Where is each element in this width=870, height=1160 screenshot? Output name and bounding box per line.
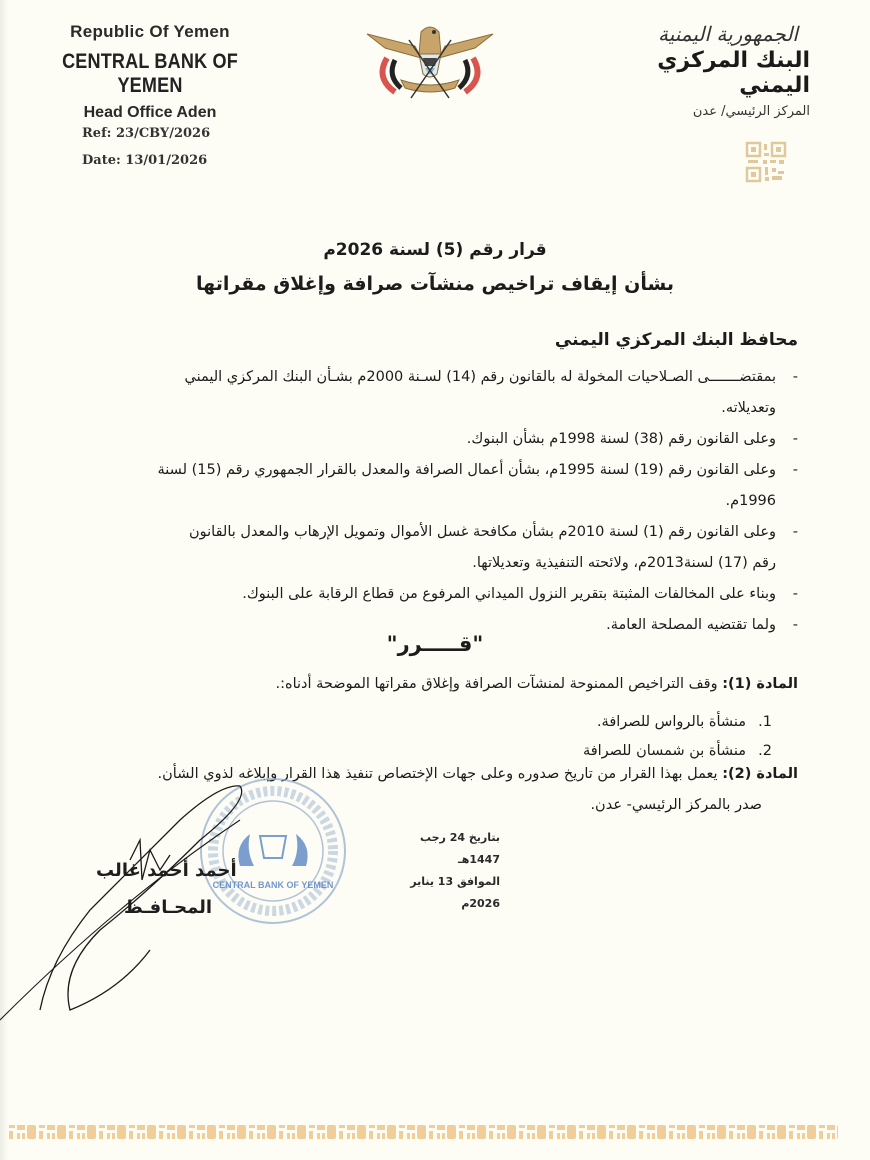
issued-at: صدر بالمركز الرئيسي- عدن. bbox=[590, 797, 762, 813]
list-item: 2.منشأة بن شمسان للصرافة bbox=[582, 743, 772, 759]
signatory-name: أحمد أحمد غالب bbox=[96, 860, 237, 881]
clause-item: - وبناء على المخالفات المثبتة بتقرير النزول الميداني المرفوع من قطاع الرقابة على البنوك. bbox=[78, 579, 798, 610]
bank-name-ar: البنك المركزي اليمني bbox=[657, 48, 810, 98]
article-2-label: المادة (2): bbox=[722, 766, 798, 782]
preamble-clauses bbox=[78, 362, 798, 641]
article-2-text: يعمل بهذا القرار من تاريخ صدوره وعلى جهات الإختصاص تنفيذ هذا القرار وإبلاغه لذوي الشأن. bbox=[157, 766, 723, 782]
clause-item: - وعلى القانون رقم (19) لسنة 1995م، بشأن أعمال الصرافة والمعدل بالقرار الجمهوري رقم (15) لسنة 1996م. bbox=[78, 455, 798, 517]
gregorian-date: الموافق 13 يناير 2026م bbox=[410, 875, 500, 910]
decree-dates bbox=[380, 827, 500, 915]
header-arabic bbox=[580, 22, 810, 119]
yemen-eagle-emblem-icon bbox=[365, 18, 495, 100]
republic-ar: الجمهورية اليمنية bbox=[657, 22, 798, 46]
governor-heading: محافظ البنك المركزي اليمني bbox=[554, 330, 798, 350]
dash-bullet: - bbox=[792, 524, 798, 540]
page-edge-shadow bbox=[0, 0, 8, 1160]
svg-text:CENTRAL BANK OF YEMEN: CENTRAL BANK OF YEMEN bbox=[212, 880, 334, 890]
article-1 bbox=[78, 676, 798, 692]
dash-bullet: - bbox=[792, 431, 798, 447]
dash-bullet: - bbox=[792, 369, 798, 385]
clause-item: - بمقتضـــــــى الصـلاحيات المخولة له بالقانون رقم (14) لسـنة 2000م بشـأن البنك المركزي اليمني وتعديلاته. bbox=[78, 362, 798, 424]
decided-heading: "قـــــرر" bbox=[386, 632, 484, 656]
republic-en: Republic Of Yemen bbox=[70, 22, 230, 41]
bank-seal-stamp-icon bbox=[198, 776, 348, 926]
dash-bullet: - bbox=[792, 462, 798, 478]
header-english bbox=[30, 18, 270, 122]
office-ar: المركز الرئيسي/ عدن bbox=[692, 104, 810, 119]
dash-bullet: - bbox=[792, 617, 798, 633]
reference-number: Ref: 23/CBY/2026 bbox=[82, 126, 211, 141]
decorative-footer-band bbox=[8, 1123, 838, 1141]
clause-item: - ولما تقتضيه المصلحة العامة. bbox=[78, 610, 798, 641]
article-1-text: وقف التراخيص الممنوحة لمنشآت الصرافة وإغلاق مقراتها الموضحة أدناه:. bbox=[275, 676, 723, 692]
article-2 bbox=[18, 766, 798, 782]
document-date: Date: 13/01/2026 bbox=[82, 153, 208, 168]
office-en: Head Office Aden bbox=[83, 104, 217, 121]
dash-bullet: - bbox=[792, 586, 798, 602]
decision-number: قرار رقم (5) لسنة 2026م bbox=[323, 240, 547, 260]
list-item: 1.منشأة بالرواس للصرافة. bbox=[596, 714, 772, 730]
clause-item: - وعلى القانون رقم (38) لسنة 1998م بشأن البنوك. bbox=[78, 424, 798, 455]
article-1-label: المادة (1): bbox=[722, 676, 798, 692]
qr-code-icon bbox=[745, 141, 787, 183]
signatory-title: المحـافـظ bbox=[124, 897, 213, 918]
clause-item: - وعلى القانون رقم (1) لسنة 2010م بشأن مكافحة غسل الأموال وتمويل الإرهاب والمعدل بالقانون رقم (17) لسنة2013م، ولائحته التنفيذية وتعديلاتها. bbox=[78, 517, 798, 579]
exchange-firms-list bbox=[172, 708, 772, 766]
bank-name-en: CENTRAL BANK OF YEMEN bbox=[62, 50, 238, 97]
hijri-date: بتاريخ 24 رجب 1447هـ bbox=[419, 831, 500, 866]
decision-subject: بشأن إيقاف تراخيص منشآت صرافة وإغلاق مقراتها bbox=[196, 273, 674, 295]
